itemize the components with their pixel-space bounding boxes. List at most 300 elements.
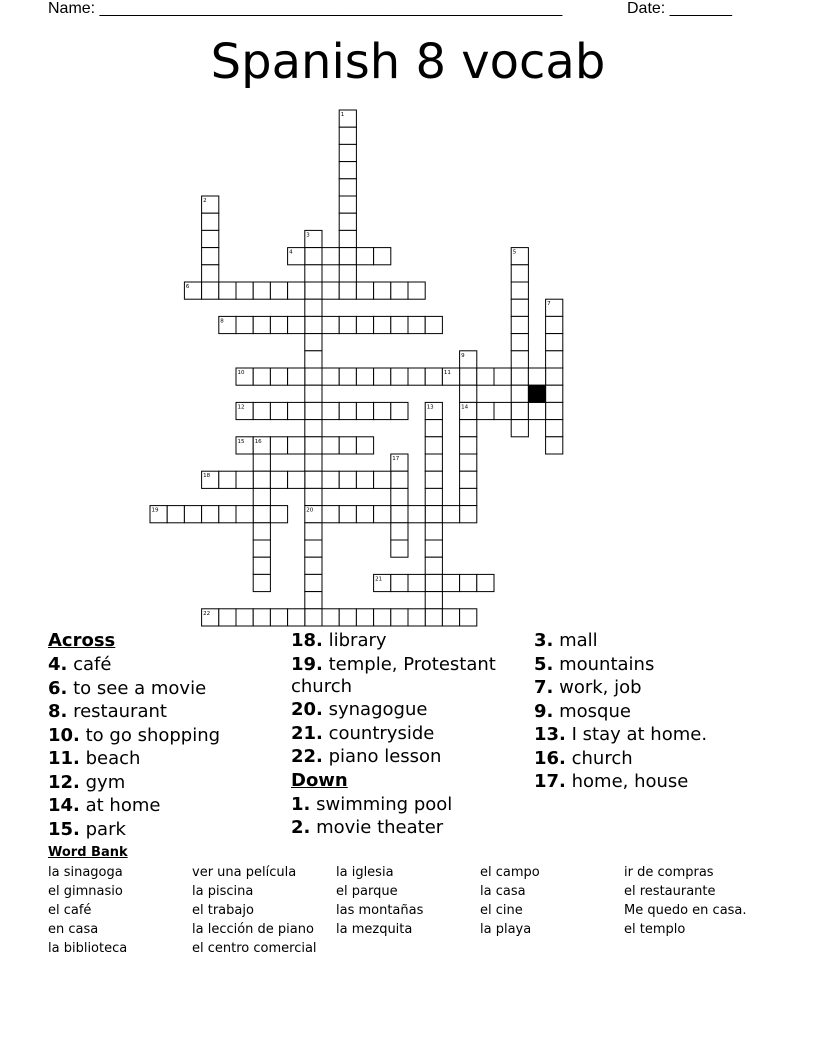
crossword-cell[interactable] [219,471,236,488]
clue-number: 5 [512,249,517,256]
crossword-cell[interactable] [460,488,477,505]
black-cell [528,385,545,402]
clue-text: church [565,747,633,769]
word-bank-item: el centro comercial [192,941,317,956]
crossword-cell[interactable] [288,471,305,488]
crossword-cell[interactable] [391,523,408,540]
clue-number: 14 [461,404,469,411]
word-bank-item: el trabajo [192,903,254,918]
clue-text: I stay at home. [565,724,708,745]
crossword-cell[interactable] [253,557,270,574]
clue-number-label: 19. [291,653,323,675]
crossword-cell[interactable] [425,540,442,557]
word-bank-item: ir de compras [624,865,714,880]
crossword-cell[interactable] [305,574,322,591]
crossword-cell[interactable] [391,402,408,419]
across-clue [291,699,516,721]
down-clue [291,817,516,839]
crossword-cell[interactable] [391,488,408,505]
word-bank-item: la piscina [192,884,254,899]
clue-number: 16 [254,438,262,445]
crossword-cell[interactable] [322,437,339,454]
crossword-cell[interactable] [339,282,356,299]
crossword-cell[interactable] [425,592,442,609]
crossword-cell[interactable] [511,334,528,351]
clue-text: mosque [553,700,631,722]
crossword-cell[interactable] [374,248,391,265]
clue-number: 4 [289,249,293,256]
crossword-cell[interactable] [236,506,253,523]
crossword-cell[interactable] [339,609,356,626]
crossword-cell[interactable] [305,385,322,402]
crossword-cell[interactable] [460,368,477,385]
crossword-cell[interactable] [442,506,459,523]
crossword-cell[interactable] [425,437,442,454]
crossword-cell[interactable] [511,351,528,368]
crossword-cell[interactable] [391,282,408,299]
across-clue [291,746,516,768]
page-title: Spanish 8 vocab [210,34,606,90]
crossword-cell[interactable] [408,574,425,591]
crossword-cell[interactable] [425,420,442,437]
crossword-cell[interactable] [270,368,287,385]
crossword-cell[interactable] [460,385,477,402]
crossword-cell[interactable] [374,316,391,333]
crossword-cell[interactable] [305,282,322,299]
crossword-cell[interactable] [253,506,270,523]
clue-text: movie theater [310,817,444,838]
crossword-cell[interactable] [356,471,373,488]
crossword-cell[interactable] [202,282,219,299]
crossword-cell[interactable] [511,299,528,316]
clue-number-label: 1. [291,793,311,815]
crossword-cell[interactable] [339,196,356,213]
clue-number: 7 [547,301,551,308]
clue-text: piano lesson [322,746,442,767]
crossword-cell[interactable] [322,506,339,523]
crossword-cell[interactable] [477,368,494,385]
crossword-cell[interactable] [253,609,270,626]
crossword-cell[interactable] [339,127,356,144]
crossword-cell[interactable] [305,351,322,368]
crossword-cell[interactable] [270,316,287,333]
word-bank-item: en casa [48,922,99,937]
clue-text: beach [79,748,141,769]
crossword-cell[interactable] [305,523,322,540]
crossword-cell[interactable] [253,488,270,505]
crossword-cell[interactable] [339,144,356,161]
across-clue [48,654,278,676]
crossword-cell[interactable] [546,385,563,402]
clue-number-label: 13. [534,724,566,745]
down-clue [534,677,774,699]
crossword-cell[interactable] [408,282,425,299]
down-heading: Down [291,769,348,791]
crossword-cell[interactable] [408,506,425,523]
crossword-cell[interactable] [339,506,356,523]
crossword-cell[interactable] [288,368,305,385]
word-bank-item: la mezquita [336,922,413,937]
word-bank-item: el campo [480,865,540,880]
crossword-cell[interactable] [511,316,528,333]
crossword-cell[interactable] [253,316,270,333]
across-clue [291,654,516,698]
crossword-cell[interactable] [339,213,356,230]
crossword-cell[interactable] [339,368,356,385]
crossword-cell[interactable] [356,316,373,333]
crossword-cell[interactable] [391,316,408,333]
crossword-cell[interactable] [356,248,373,265]
crossword-cell[interactable] [425,316,442,333]
clue-number: 15 [237,438,245,445]
clue-number: 22 [203,610,211,617]
crossword-cell[interactable] [305,454,322,471]
crossword-cell[interactable] [288,437,305,454]
clue-number-label: 22. [291,746,323,767]
across-clue [48,772,278,794]
crossword-cell[interactable] [442,609,459,626]
crossword-cell[interactable] [305,540,322,557]
crossword-cell[interactable] [374,471,391,488]
word-bank-item: ver una película [192,865,297,880]
crossword-cell[interactable] [322,282,339,299]
crossword-cell[interactable] [219,609,236,626]
crossword-cell[interactable] [460,609,477,626]
crossword-cell[interactable] [322,402,339,419]
crossword-cell[interactable] [356,282,373,299]
crossword-cell[interactable] [391,368,408,385]
word-bank-column [336,863,423,939]
word-bank-column [48,863,127,958]
crossword-cell[interactable] [339,471,356,488]
down-clue [534,771,774,793]
crossword-cell[interactable] [511,282,528,299]
clue-number: 10 [237,370,245,376]
crossword-cell[interactable] [253,402,270,419]
down-clue [534,748,774,770]
crossword-cell[interactable] [253,540,270,557]
crossword-cell[interactable] [202,230,219,247]
crossword-cell[interactable] [374,402,391,419]
word-bank-item: el cine [480,903,523,918]
crossword-cell[interactable] [219,506,236,523]
clue-number: 18 [203,473,211,480]
clue-number: 3 [306,232,310,239]
crossword-cell[interactable] [391,471,408,488]
clue-text: café [67,654,112,675]
across-clue [48,701,278,723]
across-clue [291,630,516,652]
word-bank-item: la lección de piano [192,922,314,937]
crossword-cell[interactable] [322,609,339,626]
clue-number-label: 2. [291,817,311,838]
word-bank-column [192,863,317,958]
name-field-label: Name: ____________________________________________________ [48,0,563,17]
clue-number-label: 10. [48,724,80,746]
crossword-cell[interactable] [460,437,477,454]
crossword-cell[interactable] [494,402,511,419]
clue-number: 17 [392,456,400,462]
down-clue [534,724,774,746]
crossword-cell[interactable] [270,402,287,419]
crossword-cell[interactable] [442,574,459,591]
clues-column-3 [534,630,774,795]
crossword-cell[interactable] [288,609,305,626]
crossword-cell[interactable] [356,609,373,626]
clue-number-label: 5. [534,653,554,675]
crossword-cell[interactable] [511,385,528,402]
crossword-cell[interactable] [322,248,339,265]
crossword-cell[interactable] [425,557,442,574]
clue-number-label: 7. [534,677,554,698]
crossword-cell[interactable] [374,506,391,523]
crossword-cell[interactable] [339,316,356,333]
word-bank-item: la sinagoga [48,865,123,880]
crossword-cell[interactable] [339,230,356,247]
crossword-cell[interactable] [546,316,563,333]
crossword-cell[interactable] [546,402,563,419]
clue-number: 9 [461,352,465,359]
down-clue [534,630,774,652]
crossword-cell[interactable] [511,265,528,282]
crossword-cell[interactable] [374,609,391,626]
down-clue [534,654,774,676]
across-clue [291,723,516,745]
crossword-cell[interactable] [339,265,356,282]
crossword-cell[interactable] [253,471,270,488]
crossword-cell[interactable] [528,368,545,385]
crossword-cell[interactable] [305,316,322,333]
crossword-cell[interactable] [184,506,201,523]
crossword-cell[interactable] [425,454,442,471]
crossword-cell[interactable] [253,282,270,299]
across-clue [48,819,278,841]
clue-text: mountains [553,653,655,675]
down-clue [534,701,774,723]
clue-text: countryside [322,722,435,744]
clue-number-label: 8. [48,701,68,722]
crossword-cell[interactable] [236,282,253,299]
crossword-cell[interactable] [356,506,373,523]
crossword-cell[interactable] [236,609,253,626]
crossword-cell[interactable] [408,609,425,626]
across-clue [48,725,278,747]
crossword-cell[interactable] [305,368,322,385]
clue-number: 19 [151,507,159,514]
clue-number-label: 18. [291,630,323,651]
word-bank-title: Word Bank [48,845,128,860]
crossword-cell[interactable] [305,437,322,454]
crossword-cell[interactable] [253,454,270,471]
clue-number-label: 16. [534,747,566,769]
date-field-label: Date: _______ [627,0,732,17]
crossword-cell[interactable] [546,334,563,351]
clue-number-label: 15. [48,818,80,840]
across-clue [48,748,278,770]
crossword-cell[interactable] [288,402,305,419]
clue-text: gym [79,771,126,793]
clue-text: to see a movie [67,677,207,699]
clue-number: 13 [426,404,434,411]
down-clue [291,794,516,816]
crossword-cell[interactable] [374,368,391,385]
word-bank-item: la biblioteca [48,941,128,956]
crossword-cell[interactable] [253,523,270,540]
crossword-cell[interactable] [305,402,322,419]
crossword-cell[interactable] [305,299,322,316]
clue-number: 20 [306,507,314,514]
crossword-cell[interactable] [270,609,287,626]
word-bank-column [480,863,540,939]
crossword-cell[interactable] [305,334,322,351]
crossword-cell[interactable] [339,179,356,196]
clue-text: temple, Protestant church [291,653,496,697]
clue-number-label: 11. [48,748,80,769]
clues-column-2 [291,630,516,841]
crossword-cell[interactable] [305,265,322,282]
crossword-cell[interactable] [511,420,528,437]
crossword-cell[interactable] [202,248,219,265]
crossword-cell[interactable] [408,316,425,333]
crossword-cell[interactable] [460,574,477,591]
crossword-cell[interactable] [236,471,253,488]
across-clue [48,795,278,817]
word-bank-item: las montañas [336,903,424,918]
crossword-cell[interactable] [425,574,442,591]
crossword-cell[interactable] [425,609,442,626]
clue-text: synagogue [322,699,428,720]
crossword-cell[interactable] [511,402,528,419]
word-bank-item: la casa [480,884,526,899]
crossword-cell[interactable] [305,248,322,265]
clue-number: 8 [220,318,224,325]
clue-text: mall [553,630,598,651]
crossword-cell[interactable] [322,368,339,385]
crossword-cell[interactable] [339,162,356,179]
clue-number-label: 3. [534,630,554,651]
crossword-cell[interactable] [305,609,322,626]
clues-column-1 [48,630,278,842]
clue-number-label: 17. [534,771,566,792]
clue-number: 6 [185,284,190,290]
word-bank-item: la playa [480,922,532,937]
crossword-cell[interactable] [167,506,184,523]
clue-number-label: 21. [291,722,323,744]
crossword-cell[interactable] [425,523,442,540]
crossword-cell[interactable] [305,471,322,488]
clue-number-label: 20. [291,699,323,720]
clue-text: at home [79,795,161,816]
crossword-cell[interactable] [546,437,563,454]
crossword-cell[interactable] [270,506,287,523]
crossword-cell[interactable] [460,506,477,523]
word-bank-item: el restaurante [624,884,716,899]
word-bank-column [624,863,747,939]
clue-text: restaurant [67,701,167,722]
crossword-cell[interactable] [425,368,442,385]
crossword-cell[interactable] [546,420,563,437]
across-heading: Across [48,630,116,651]
crossword-cell[interactable] [356,368,373,385]
crossword-cell[interactable] [305,420,322,437]
crossword-cell[interactable] [391,540,408,557]
clue-number: 2 [203,198,207,204]
crossword-cell[interactable] [546,351,563,368]
word-bank-item: el café [48,903,92,918]
crossword-cell[interactable] [322,471,339,488]
crossword-cell[interactable] [270,437,287,454]
crossword-cell[interactable] [425,488,442,505]
crossword-cell[interactable] [374,282,391,299]
crossword-cell[interactable] [460,471,477,488]
crossword-cell[interactable] [511,368,528,385]
clue-text: swimming pool [310,793,453,815]
crossword-cell[interactable] [253,368,270,385]
crossword-cell[interactable] [391,574,408,591]
crossword-cell[interactable] [494,368,511,385]
crossword-cell[interactable] [219,282,236,299]
crossword-cell[interactable] [477,402,494,419]
crossword-cell[interactable] [305,488,322,505]
crossword-cell[interactable] [339,402,356,419]
crossword-cell[interactable] [305,592,322,609]
crossword-cell[interactable] [236,316,253,333]
crossword-cell[interactable] [202,265,219,282]
crossword-cell[interactable] [288,316,305,333]
crossword-cell[interactable] [202,506,219,523]
crossword-cell[interactable] [546,368,563,385]
crossword-cell[interactable] [305,557,322,574]
crossword-cell[interactable] [356,437,373,454]
word-bank-item: el templo [624,922,686,937]
crossword-cell[interactable] [253,574,270,591]
crossword-cell[interactable] [408,368,425,385]
crossword-cell[interactable] [202,213,219,230]
crossword-cell[interactable] [270,471,287,488]
crossword-cell[interactable] [288,282,305,299]
word-bank-item: Me quedo en casa. [624,903,747,918]
crossword-cell[interactable] [477,574,494,591]
crossword-cell[interactable] [391,609,408,626]
crossword-cell[interactable] [322,316,339,333]
crossword-cell[interactable] [339,248,356,265]
clue-number-label: 4. [48,654,68,675]
clue-text: to go shopping [79,724,221,746]
clue-number-label: 12. [48,771,80,793]
clue-number: 12 [237,404,245,411]
crossword-cell[interactable] [391,506,408,523]
word-bank-item: la iglesia [336,865,394,880]
across-clue [48,678,278,700]
word-bank-item: el gimnasio [48,884,123,899]
crossword-cell[interactable] [425,471,442,488]
crossword-cell[interactable] [460,454,477,471]
clue-number-label: 14. [48,795,80,816]
crossword-cell[interactable] [528,402,545,419]
clue-number-label: 6. [48,677,68,699]
clue-text: park [79,818,126,840]
crossword-cell[interactable] [425,506,442,523]
crossword-cell[interactable] [270,282,287,299]
crossword-cell[interactable] [356,402,373,419]
clue-text: work, job [553,677,642,698]
clue-text: library [322,630,387,651]
crossword-cell[interactable] [460,420,477,437]
clue-text: home, house [565,771,689,792]
crossword-cell[interactable] [339,437,356,454]
clue-number: 11 [443,370,451,376]
clue-number: 1 [340,112,345,118]
